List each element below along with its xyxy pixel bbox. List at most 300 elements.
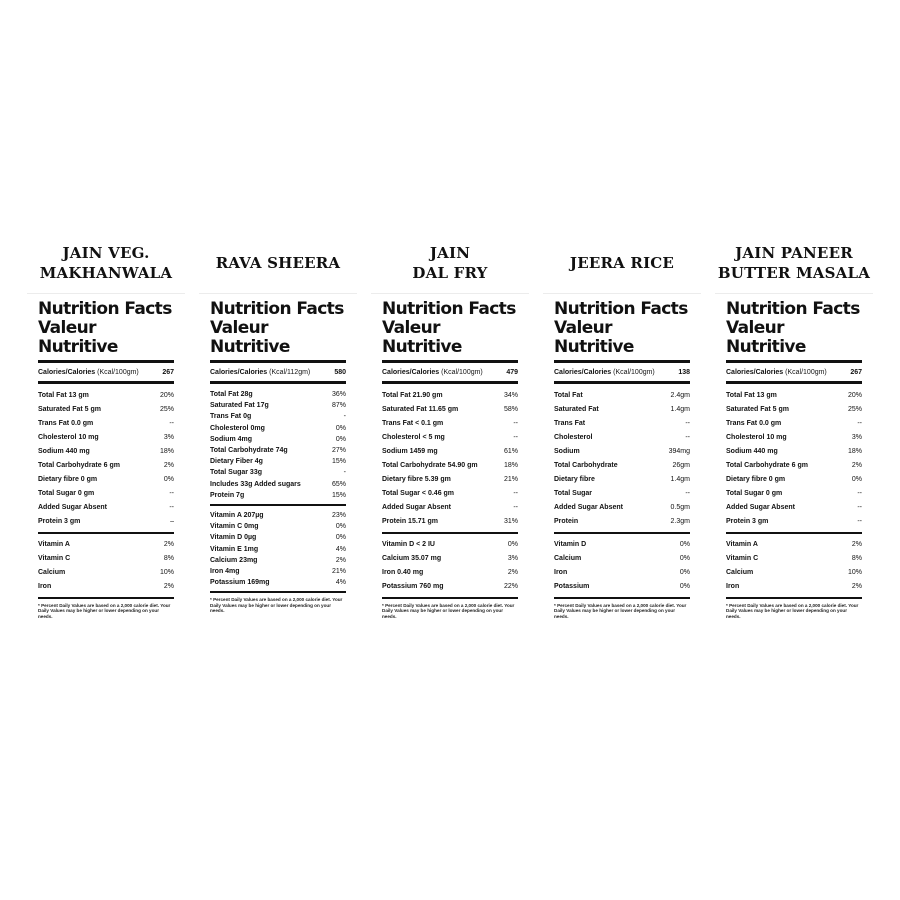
nutrient-value: 20% bbox=[159, 392, 174, 399]
nutrient-value: 18% bbox=[159, 448, 174, 455]
nutrient-name: Sodium 440 mg bbox=[726, 448, 778, 455]
vitamin-row bbox=[554, 538, 690, 552]
nutrient-name: Total Fat 28g bbox=[210, 391, 253, 398]
heading-french: Valeur Nutritive bbox=[210, 318, 290, 357]
calories-label-text: Calories/Calories bbox=[38, 369, 98, 376]
vitamin-value: 0% bbox=[507, 541, 518, 548]
vitamin-value: 0% bbox=[679, 541, 690, 548]
thick-rule bbox=[726, 360, 862, 363]
nutrient-row bbox=[382, 515, 518, 529]
nutrient-value: 31% bbox=[503, 518, 518, 525]
vitamin-value: 10% bbox=[847, 569, 862, 576]
nutrient-value: 1.4gm bbox=[670, 406, 690, 413]
nutrient-name: Total Sugar 33g bbox=[210, 469, 262, 477]
vitamin-row bbox=[726, 538, 862, 552]
label-body bbox=[27, 360, 185, 619]
nutrient-row bbox=[554, 515, 690, 529]
nutrient-value: 1.4gm bbox=[670, 476, 690, 483]
nutrient-row bbox=[726, 417, 862, 431]
nutrient-row bbox=[554, 403, 690, 417]
nutrient-value: 15% bbox=[331, 491, 346, 499]
vitamin-row bbox=[210, 544, 346, 555]
nutrient-name: Total Carbohydrate 74g bbox=[210, 447, 288, 455]
footnote: * Percent Daily Values are based on a 2,000 calorie diet. Your Daily Values may be higher or lower depending on your needs. bbox=[726, 603, 859, 619]
vitamin-value: 2% bbox=[335, 556, 346, 564]
vitamin-row bbox=[38, 552, 174, 566]
vitamin-name: Vitamin D bbox=[554, 541, 587, 548]
nutrient-row bbox=[38, 431, 174, 445]
thick-rule bbox=[210, 381, 346, 384]
nutrient-name: Protein 15.71 gm bbox=[382, 518, 439, 525]
thick-rule bbox=[554, 381, 690, 384]
nutrition-label bbox=[543, 293, 701, 619]
nutrient-name: Total Fat 13 gm bbox=[38, 392, 89, 399]
vitamin-value: 2% bbox=[163, 583, 174, 590]
nutrient-value: 0% bbox=[335, 435, 346, 443]
vitamin-name: Vitamin A bbox=[38, 541, 70, 548]
nutrient-name: Total Carbohydrate 6 gm bbox=[726, 462, 808, 469]
nutrient-name: Added Sugar Absent bbox=[38, 504, 107, 511]
calories-row bbox=[382, 368, 518, 378]
heading-english: Nutrition Facts bbox=[210, 299, 344, 319]
nutrient-value: 15% bbox=[331, 458, 346, 466]
nutrient-name: Dietary fibre 0 gm bbox=[38, 476, 98, 483]
vitamin-name: Vitamin C bbox=[38, 555, 71, 562]
nutrient-row bbox=[382, 459, 518, 473]
vitamin-row bbox=[554, 552, 690, 566]
vitamin-name: Vitamin A 207µg bbox=[210, 512, 264, 520]
section-rule bbox=[554, 532, 690, 534]
nutrient-name: Total Fat bbox=[554, 392, 583, 399]
nutrient-name: Trans Fat 0g bbox=[210, 413, 252, 421]
nutrient-value: -- bbox=[169, 420, 174, 427]
vitamin-value: 10% bbox=[159, 569, 174, 576]
vitamin-row bbox=[382, 580, 518, 594]
calories-label-text: Calories/Calories bbox=[554, 369, 614, 376]
calories-label-text: Calories/Calories bbox=[382, 369, 442, 376]
calories-unit: (Kcal/100gm) bbox=[441, 369, 483, 376]
nutrient-value: 21% bbox=[503, 476, 518, 483]
vitamin-name: Iron bbox=[726, 583, 740, 590]
vitamin-value: 0% bbox=[679, 583, 690, 590]
vitamin-name: Potassium bbox=[554, 583, 590, 590]
nutrient-value: -- bbox=[857, 504, 862, 511]
calories-label bbox=[38, 368, 139, 378]
calories-value: 267 bbox=[850, 369, 862, 376]
nutrient-row bbox=[726, 501, 862, 515]
vitamin-name: Vitamin C 0mg bbox=[210, 523, 259, 531]
nutrient-value: 0% bbox=[851, 476, 862, 483]
label-body bbox=[199, 360, 357, 614]
nutrient-row bbox=[210, 411, 346, 422]
nutrient-value: 18% bbox=[503, 462, 518, 469]
calories-value: 267 bbox=[162, 369, 174, 376]
nutrient-value: -- bbox=[857, 518, 862, 525]
vitamin-name: Iron bbox=[38, 583, 52, 590]
nutrient-row bbox=[210, 456, 346, 467]
nutrient-name: Saturated Fat 17g bbox=[210, 402, 269, 410]
calories-label bbox=[554, 368, 655, 378]
nutrient-name: Protein 3 gm bbox=[726, 518, 769, 525]
nutrient-row bbox=[210, 467, 346, 478]
nutrient-name: Cholesterol 10 mg bbox=[38, 434, 99, 441]
vitamin-row bbox=[554, 580, 690, 594]
vitamin-value: 22% bbox=[503, 583, 518, 590]
nutrient-name: Sodium 440 mg bbox=[38, 448, 90, 455]
nutrient-row bbox=[210, 490, 346, 501]
vitamin-value: 4% bbox=[335, 545, 346, 553]
nutrient-name: Cholesterol bbox=[554, 434, 593, 441]
calories-value: 580 bbox=[334, 369, 346, 376]
nutrient-row bbox=[554, 473, 690, 487]
label-body bbox=[715, 360, 873, 619]
nutrient-value: 58% bbox=[503, 406, 518, 413]
nutrient-name: Total Carbohydrate 6 gm bbox=[38, 462, 120, 469]
heading-french: Valeur Nutritive bbox=[38, 318, 118, 357]
nutrient-name: Dietary fibre 0 gm bbox=[726, 476, 786, 483]
vitamin-name: Iron 4mg bbox=[210, 568, 240, 576]
nutrient-row bbox=[554, 501, 690, 515]
nutrient-name: Protein 3 gm bbox=[38, 518, 81, 525]
nutrient-row bbox=[382, 473, 518, 487]
heading-english: Nutrition Facts bbox=[382, 299, 516, 319]
nutrient-row bbox=[38, 459, 174, 473]
nutrition-panel bbox=[199, 237, 357, 614]
footnote: * Percent Daily Values are based on a 2,000 calorie diet. Your Daily Values may be higher or lower depending on your needs. bbox=[38, 603, 171, 619]
vitamin-name: Vitamin D 0µg bbox=[210, 534, 257, 542]
nutrient-value: 18% bbox=[847, 448, 862, 455]
nutrient-row bbox=[726, 403, 862, 417]
nutrient-value: -- bbox=[513, 434, 518, 441]
nutrient-value: - bbox=[343, 469, 346, 477]
dish-title: JAIN DAL FRY bbox=[412, 244, 488, 282]
nutrient-row bbox=[726, 515, 862, 529]
nutrition-heading bbox=[27, 294, 185, 357]
dish-title: JAIN PANEER BUTTER MASALA bbox=[717, 244, 871, 282]
nutrient-value: -- bbox=[685, 490, 690, 497]
vitamin-value: 2% bbox=[507, 569, 518, 576]
section-rule bbox=[382, 532, 518, 534]
calories-unit: (Kcal/112gm) bbox=[269, 369, 311, 376]
vitamin-name: Potassium 169mg bbox=[210, 579, 270, 587]
nutrient-row bbox=[554, 487, 690, 501]
section-rule bbox=[38, 597, 174, 599]
nutrient-name: Dietary fibre bbox=[554, 476, 595, 483]
calories-row bbox=[554, 368, 690, 378]
nutrition-label bbox=[27, 293, 185, 619]
vitamin-name: Calcium bbox=[554, 555, 582, 562]
calories-row bbox=[726, 368, 862, 378]
nutrient-value: 25% bbox=[159, 406, 174, 413]
nutrition-heading bbox=[543, 294, 701, 357]
calories-label bbox=[382, 368, 483, 378]
section-rule bbox=[726, 597, 862, 599]
nutrient-name: Total Sugar 0 gm bbox=[38, 490, 95, 497]
thick-rule bbox=[210, 360, 346, 363]
vitamin-name: Calcium 23mg bbox=[210, 556, 258, 564]
vitamin-value: 3% bbox=[507, 555, 518, 562]
vitamin-value: 21% bbox=[331, 568, 346, 576]
nutrient-name: Saturated Fat bbox=[554, 406, 599, 413]
nutrient-row bbox=[382, 389, 518, 403]
nutrition-panel bbox=[543, 237, 701, 619]
nutrient-value: 36% bbox=[331, 391, 346, 398]
vitamin-row bbox=[38, 580, 174, 594]
nutrient-name: Added Sugar Absent bbox=[554, 504, 623, 511]
vitamin-name: Potassium 760 mg bbox=[382, 583, 444, 590]
nutrient-row bbox=[38, 501, 174, 515]
nutrient-name: Sodium 4mg bbox=[210, 435, 253, 443]
nutrition-panel bbox=[715, 237, 873, 619]
vitamin-value: 23% bbox=[331, 512, 346, 520]
vitamin-value: 8% bbox=[851, 555, 862, 562]
thick-rule bbox=[554, 360, 690, 363]
nutrient-name: Total Fat 21.90 gm bbox=[382, 392, 443, 399]
vitamin-row bbox=[210, 532, 346, 543]
vitamin-name: Vitamin E 1mg bbox=[210, 545, 259, 553]
heading-french: Valeur Nutritive bbox=[382, 318, 462, 357]
vitamin-value: 0% bbox=[679, 555, 690, 562]
nutrient-name: Sodium bbox=[554, 448, 580, 455]
vitamin-name: Iron 0.40 mg bbox=[382, 569, 424, 576]
footnote: * Percent Daily Values are based on a 2,000 calorie diet. Your Daily Values may be higher or lower depending on your needs. bbox=[382, 603, 515, 619]
nutrient-name: Sodium 1459 mg bbox=[382, 448, 438, 455]
nutrient-name: Total Sugar 0 gm bbox=[726, 490, 783, 497]
heading-english: Nutrition Facts bbox=[554, 299, 688, 319]
nutrient-name: Saturated Fat 5 gm bbox=[726, 406, 790, 413]
nutrient-name: Cholesterol 10 mg bbox=[726, 434, 787, 441]
nutrient-row bbox=[210, 400, 346, 411]
nutrient-value: 0% bbox=[163, 476, 174, 483]
vitamin-value: 2% bbox=[163, 541, 174, 548]
nutrient-value: 20% bbox=[847, 392, 862, 399]
nutrient-row bbox=[210, 434, 346, 445]
vitamin-name: Calcium 35.07 mg bbox=[382, 555, 442, 562]
vitamin-name: Calcium bbox=[38, 569, 66, 576]
label-body bbox=[371, 360, 529, 619]
nutrient-value: 394mg bbox=[668, 448, 690, 455]
nutrient-name: Total Sugar bbox=[554, 490, 592, 497]
nutrition-label bbox=[199, 293, 357, 614]
thick-rule bbox=[726, 381, 862, 384]
nutrient-name: Dietary Fiber 4g bbox=[210, 458, 263, 466]
nutrient-value: 0% bbox=[335, 424, 346, 432]
nutrient-value: 61% bbox=[503, 448, 518, 455]
nutrient-value: 26gm bbox=[672, 462, 690, 469]
nutrient-row bbox=[554, 431, 690, 445]
nutrient-row bbox=[210, 445, 346, 456]
vitamin-value: 2% bbox=[851, 541, 862, 548]
nutrient-value: 0.5gm bbox=[670, 504, 690, 511]
vitamin-name: Vitamin A bbox=[726, 541, 758, 548]
nutrient-row bbox=[726, 445, 862, 459]
vitamin-row bbox=[726, 580, 862, 594]
nutrient-name: Cholesterol 0mg bbox=[210, 424, 265, 432]
vitamin-row bbox=[38, 566, 174, 580]
nutrient-value: 2% bbox=[851, 462, 862, 469]
section-rule bbox=[726, 532, 862, 534]
heading-french: Valeur Nutritive bbox=[554, 318, 634, 357]
vitamin-name: Vitamin D < 2 IU bbox=[382, 541, 435, 548]
nutrient-value: 2.4gm bbox=[670, 392, 690, 399]
nutrient-value: -- bbox=[513, 420, 518, 427]
footnote: * Percent Daily Values are based on a 2,000 calorie diet. Your Daily Values may be higher or lower depending on your needs. bbox=[554, 603, 687, 619]
nutrient-name: Trans Fat < 0.1 gm bbox=[382, 420, 444, 427]
nutrient-row bbox=[382, 403, 518, 417]
nutrient-name: Trans Fat 0.0 gm bbox=[726, 420, 782, 427]
vitamin-row bbox=[210, 510, 346, 521]
nutrient-row bbox=[382, 487, 518, 501]
calories-value: 138 bbox=[678, 369, 690, 376]
nutrient-name: Total Carbohydrate 54.90 gm bbox=[382, 462, 478, 469]
nutrient-row bbox=[554, 417, 690, 431]
nutrient-value: -- bbox=[685, 420, 690, 427]
vitamin-row bbox=[38, 538, 174, 552]
thick-rule bbox=[382, 360, 518, 363]
nutrient-value: -- bbox=[169, 504, 174, 511]
vitamin-row bbox=[210, 521, 346, 532]
nutrient-row bbox=[382, 431, 518, 445]
nutrient-row bbox=[554, 459, 690, 473]
nutrient-row bbox=[38, 389, 174, 403]
vitamin-row bbox=[726, 552, 862, 566]
nutrient-value: – bbox=[170, 518, 174, 525]
calories-label-text: Calories/Calories bbox=[726, 369, 786, 376]
nutrient-row bbox=[554, 389, 690, 403]
nutrient-row bbox=[726, 459, 862, 473]
vitamin-value: 0% bbox=[335, 534, 346, 542]
nutrient-value: -- bbox=[857, 490, 862, 497]
nutrient-name: Protein 7g bbox=[210, 491, 245, 499]
vitamin-value: 8% bbox=[163, 555, 174, 562]
nutrient-name: Saturated Fat 5 gm bbox=[38, 406, 102, 413]
nutrition-panel bbox=[27, 237, 185, 619]
dish-title: JAIN VEG. MAKHANWALA bbox=[39, 244, 173, 282]
nutrient-row bbox=[382, 445, 518, 459]
nutrient-name: Added Sugar Absent bbox=[382, 504, 451, 511]
nutrient-row bbox=[38, 417, 174, 431]
vitamin-row bbox=[382, 552, 518, 566]
thick-rule bbox=[382, 381, 518, 384]
section-rule bbox=[38, 532, 174, 534]
nutrient-name: Added Sugar Absent bbox=[726, 504, 795, 511]
calories-value: 479 bbox=[506, 369, 518, 376]
nutrition-panel bbox=[371, 237, 529, 619]
nutrient-value: 34% bbox=[503, 392, 518, 399]
footnote: * Percent Daily Values are based on a 2,000 calorie diet. Your Daily Values may be higher or lower depending on your needs. bbox=[210, 597, 343, 614]
nutrient-row bbox=[38, 515, 174, 529]
nutrient-value: -- bbox=[685, 434, 690, 441]
heading-english: Nutrition Facts bbox=[726, 299, 860, 319]
nutrient-row bbox=[38, 473, 174, 487]
nutrition-label bbox=[371, 293, 529, 619]
vitamin-value: 0% bbox=[679, 569, 690, 576]
vitamin-value: 0% bbox=[335, 523, 346, 531]
nutrient-name: Trans Fat bbox=[554, 420, 586, 427]
nutrient-name: Trans Fat 0.0 gm bbox=[38, 420, 94, 427]
nutrient-row bbox=[210, 479, 346, 490]
calories-row bbox=[210, 368, 346, 378]
calories-unit: (Kcal/100gm) bbox=[97, 369, 139, 376]
vitamin-name: Calcium bbox=[726, 569, 754, 576]
nutrient-name: Includes 33g Added sugars bbox=[210, 480, 301, 488]
nutrient-value: 2.3gm bbox=[670, 518, 690, 525]
nutrient-name: Total Sugar < 0.46 gm bbox=[382, 490, 455, 497]
nutrient-row bbox=[38, 403, 174, 417]
nutrient-value: -- bbox=[513, 490, 518, 497]
nutrient-value: 27% bbox=[331, 447, 346, 455]
section-rule bbox=[382, 597, 518, 599]
section-rule bbox=[210, 591, 346, 593]
nutrition-heading bbox=[715, 294, 873, 357]
nutrient-row bbox=[210, 389, 346, 400]
vitamin-row bbox=[554, 566, 690, 580]
nutrient-row bbox=[726, 473, 862, 487]
nutrient-value: - bbox=[343, 413, 346, 421]
nutrient-value: 3% bbox=[163, 434, 174, 441]
nutrient-value: 2% bbox=[163, 462, 174, 469]
calories-label bbox=[726, 368, 827, 378]
vitamin-row bbox=[210, 566, 346, 577]
vitamin-row bbox=[210, 555, 346, 566]
nutrient-row bbox=[726, 487, 862, 501]
nutrient-row bbox=[554, 445, 690, 459]
vitamin-row bbox=[382, 538, 518, 552]
dish-title: JEERA RICE bbox=[569, 254, 675, 272]
nutrition-label bbox=[715, 293, 873, 619]
thick-rule bbox=[38, 360, 174, 363]
calories-row bbox=[38, 368, 174, 378]
nutrient-name: Dietary fibre 5.39 gm bbox=[382, 476, 451, 483]
thick-rule bbox=[38, 381, 174, 384]
nutrition-heading bbox=[371, 294, 529, 357]
vitamin-value: 4% bbox=[335, 579, 346, 587]
nutrient-name: Cholesterol < 5 mg bbox=[382, 434, 445, 441]
vitamin-value: 2% bbox=[851, 583, 862, 590]
calories-unit: (Kcal/100gm) bbox=[785, 369, 827, 376]
vitamin-name: Iron bbox=[554, 569, 568, 576]
label-body bbox=[543, 360, 701, 619]
nutrient-value: -- bbox=[513, 504, 518, 511]
nutrient-row bbox=[210, 423, 346, 434]
nutrient-row bbox=[382, 417, 518, 431]
nutrient-value: -- bbox=[169, 490, 174, 497]
nutrient-name: Total Fat 13 gm bbox=[726, 392, 777, 399]
nutrient-name: Saturated Fat 11.65 gm bbox=[382, 406, 459, 413]
vitamin-row bbox=[210, 577, 346, 588]
heading-english: Nutrition Facts bbox=[38, 299, 172, 319]
calories-label-text: Calories/Calories bbox=[210, 369, 270, 376]
nutrient-row bbox=[382, 501, 518, 515]
dish-title: RAVA SHEERA bbox=[215, 254, 341, 272]
nutrition-heading bbox=[199, 294, 357, 357]
nutrient-row bbox=[38, 487, 174, 501]
nutrient-value: -- bbox=[857, 420, 862, 427]
calories-label bbox=[210, 368, 310, 378]
section-rule bbox=[210, 504, 346, 506]
vitamin-row bbox=[726, 566, 862, 580]
vitamin-name: Vitamin C bbox=[726, 555, 759, 562]
nutrient-name: Protein bbox=[554, 518, 579, 525]
nutrient-value: 87% bbox=[331, 402, 346, 410]
heading-french: Valeur Nutritive bbox=[726, 318, 806, 357]
nutrient-value: 65% bbox=[331, 480, 346, 488]
section-rule bbox=[554, 597, 690, 599]
nutrient-row bbox=[726, 389, 862, 403]
nutrient-row bbox=[726, 431, 862, 445]
nutrient-value: 3% bbox=[851, 434, 862, 441]
nutrient-value: 25% bbox=[847, 406, 862, 413]
